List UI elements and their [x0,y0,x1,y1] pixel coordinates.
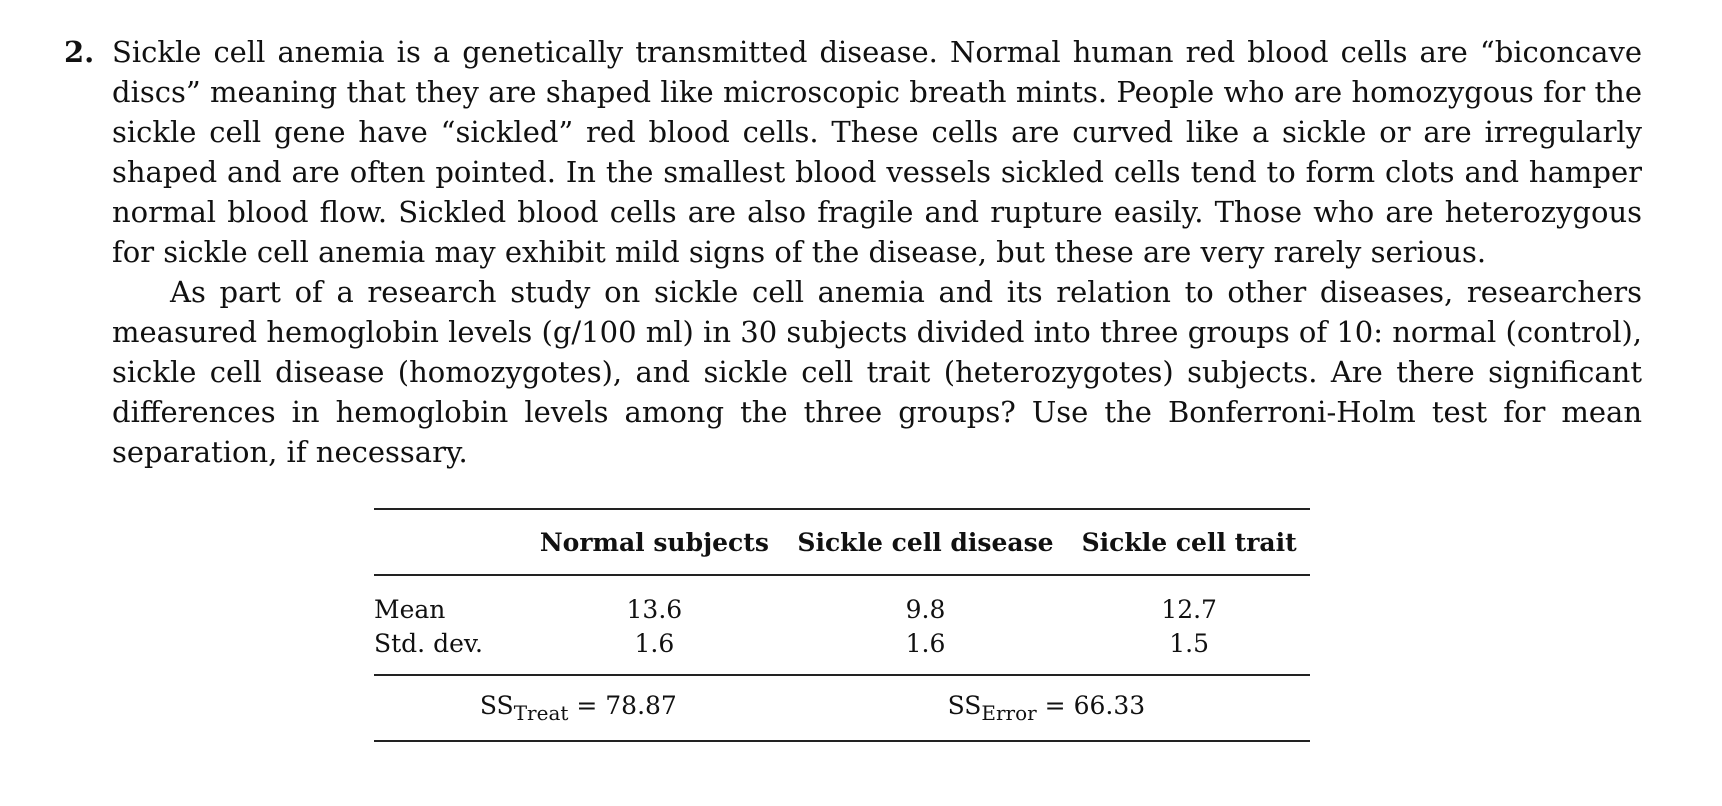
ss-treat [374,675,783,741]
ss-treat-prefix: SS [479,691,514,720]
header-sickle-trait: Sickle cell trait [1081,527,1297,557]
table-row-ss [374,675,1310,741]
mean-normal: 13.6 [626,594,683,624]
ss-error-value: = 66.33 [1044,691,1146,720]
header-normal: Normal subjects [539,527,769,557]
sd-sickle-trait: 1.5 [1169,628,1210,658]
problem-2 [64,32,1642,472]
ss-treat-value: = 78.87 [576,691,677,720]
sd-sickle-disease: 1.6 [905,628,946,658]
ss-treat-sub: Treat [513,701,569,725]
table-row-std-dev [374,626,1310,675]
hemoglobin-table-wrap [374,508,1310,742]
header-blank [374,509,526,575]
mean-sickle-trait: 12.7 [1161,594,1217,624]
header-sickle-disease: Sickle cell disease [797,527,1054,557]
table-header-row [374,509,1310,575]
ss-error-prefix: SS [947,691,982,720]
ss-error-sub: Error [981,701,1037,725]
paragraph-2: As part of a research study on sickle cell anemia and its relation to other diseases, researchers measured hemoglobin levels (g/100 ml) in 30 subjects divided into three groups of 10: normal (control), sickle cell disease (homozygotes), and sickle cell trait (heterozygotes) subjects. Are there significant differences in hemoglobin levels among the three groups? Use the Bonferroni-Holm test for mean separation, if necessary. [112,275,1642,469]
table-row-mean [374,575,1310,626]
hemoglobin-table [374,508,1310,742]
ss-error [783,675,1310,741]
mean-sickle-disease: 9.8 [905,594,946,624]
problem-number: 2. [64,35,95,69]
sd-normal: 1.6 [634,628,675,658]
row-label-mean: Mean [374,594,446,624]
paragraph-1: Sickle cell anemia is a genetically transmitted disease. Normal human red blood cells are “biconcave discs” meaning that they are shaped like microscopic breath mints. People who are homozygous for the sickle cell gene have “sickled” red blood cells. These cells are curved like a sickle or are irregularly shaped and are often pointed. In the smallest blood vessels sickled cells tend to form clots and hamper normal blood flow. Sickled blood cells are also fragile and rupture easily. Those who are heterozygous for sickle cell anemia may exhibit mild signs of the disease, but these are very rarely serious. [112,35,1642,269]
row-label-std-dev: Std. dev. [374,628,483,658]
